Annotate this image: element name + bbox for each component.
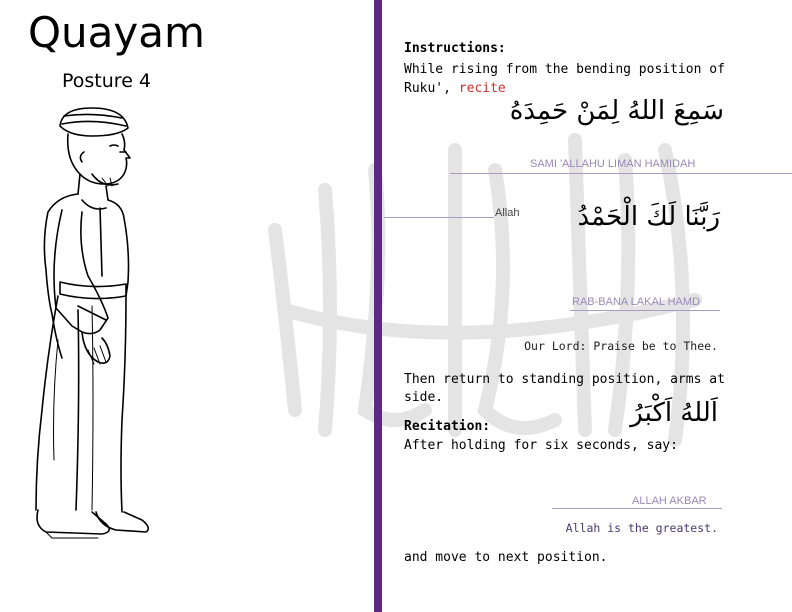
instructions-line1: While rising from the bending position of	[404, 62, 725, 77]
posture-subtitle: Posture 4	[62, 70, 152, 92]
recite-highlight: recite	[458, 81, 506, 96]
rule-line	[450, 173, 792, 174]
translation-allahu-akbar: Allah is the greatest.	[565, 521, 718, 535]
recitation-heading: Recitation:	[404, 419, 491, 434]
recitation-text: After holding for six seconds, say:	[404, 438, 678, 453]
arabic-phrase-rabbana: رَبَّنَا لَكَ الْحَمْدُ	[577, 202, 720, 232]
rule-line	[384, 217, 494, 218]
column-divider	[374, 0, 382, 612]
transliteration-rabbana: RAB-BANA LAKAL HAMD	[572, 296, 700, 308]
return-text-line2: side.	[404, 390, 444, 405]
rule-line	[552, 508, 722, 509]
transliteration-sami-allahu: SAMI 'ALLAHU LIMAN HAMIDAH	[530, 158, 696, 170]
standing-man-illustration	[22, 100, 152, 545]
allah-label: Allah	[495, 207, 520, 219]
page-title: Quayam	[28, 8, 205, 57]
transliteration-allahu-akbar: ALLAH AKBAR	[632, 495, 707, 507]
instructions-heading: Instructions:	[404, 41, 506, 56]
closing-text: and move to next position.	[404, 550, 608, 565]
rule-line	[570, 310, 720, 311]
instructions-line2-prefix: Ruku',	[404, 81, 459, 96]
arabic-phrase-allahu-akbar: اَللهُ اَكْبَرُ	[630, 398, 718, 428]
translation-rabbana: Our Lord: Praise be to Thee.	[524, 339, 718, 353]
return-text-line1: Then return to standing position, arms at	[404, 372, 725, 387]
instructions-line2	[404, 80, 506, 98]
arabic-phrase-sami-allahu: سَمِعَ اللهُ لِمَنْ حَمِدَهُ	[509, 96, 724, 126]
